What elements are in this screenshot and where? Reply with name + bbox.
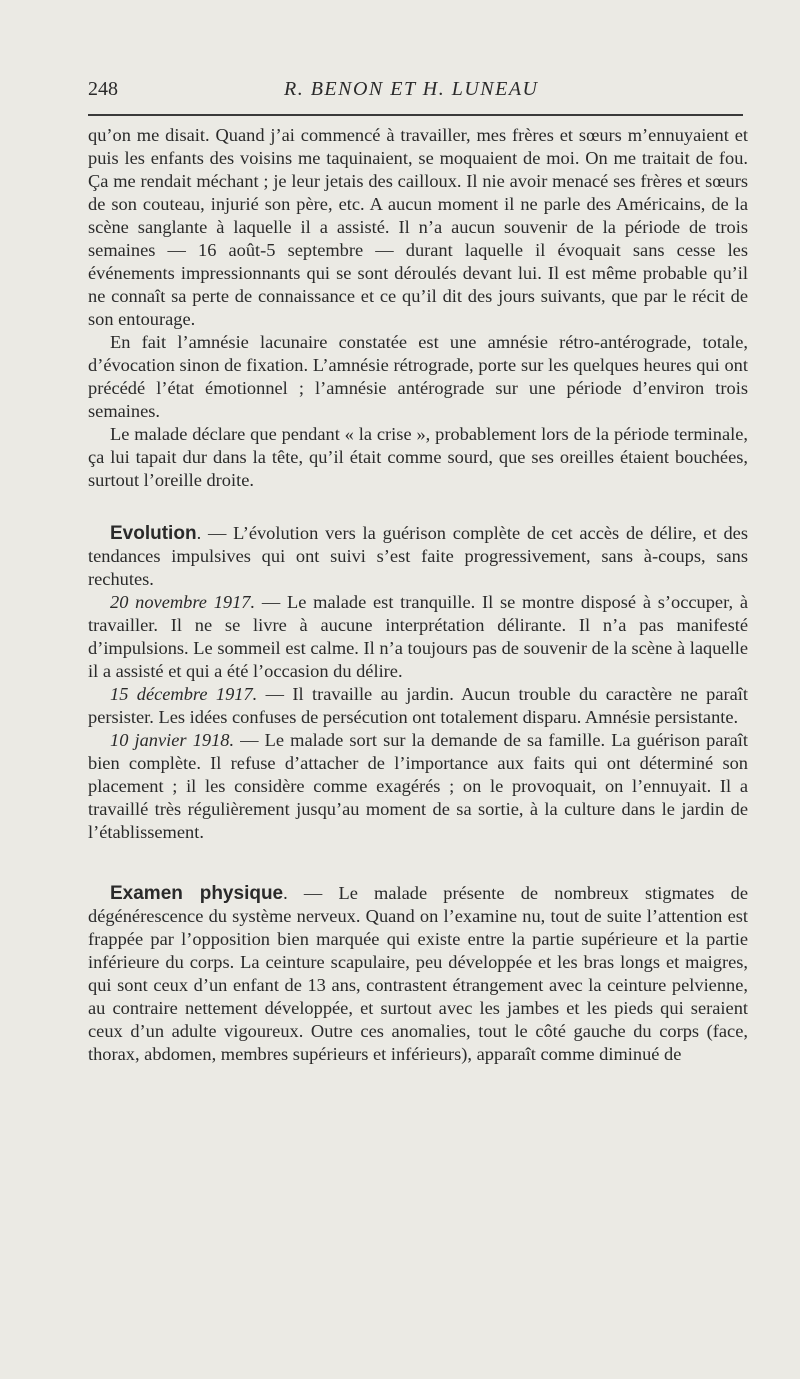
section-heading: Evolution	[110, 523, 197, 544]
section-gap	[88, 492, 748, 522]
dated-entry	[88, 591, 748, 683]
entry-text: — Le malade est tranquille. Il se montre disposé à s’occuper, à travailler. Il ne se livre à aucune interprétation délirante. Il n’a pas manifesté d’impulsions. Le sommeil est calme. Il n’a toujours pas de souvenir de la scène à laquelle il a assisté et qui a été l’occasion du délire.	[88, 592, 748, 681]
paragraph: qu’on me disait. Quand j’ai commencé à travailler, mes frères et sœurs m’ennuyaient et puis les enfants des voisins me taquinaient, se moquaient de moi. On me traitait de fou. Ça me rendait méchant ; je leur jetais des cailloux. Il nie avoir menacé ses frères et sœurs de son couteau, injurié son père, etc. A aucun moment il ne parle des Américains, de la scène sanglante à laquelle il a assisté. Il n’a aucun souvenir de la période de trois semaines — 16 août-5 septembre — durant laquelle il évoquait sans cesse les événements impressionnants qui se sont déroulés devant lui. Il est même probable qu’il ne connaît sa perte de connaissance et ce qu’il dit des jours suivants, que par le récit de son entourage.	[88, 125, 748, 329]
entry-date: 10 janvier 1918.	[110, 730, 235, 750]
dated-entry	[88, 729, 748, 844]
entry-date: 20 novembre 1917.	[110, 592, 256, 612]
dated-entry	[88, 683, 748, 729]
header-rule	[88, 114, 743, 116]
section-gap	[88, 844, 748, 882]
paragraph: En fait l’amnésie lacunaire constatée est une amnésie rétro-antérograde, totale, d’évocation sinon de fixation. L’amnésie rétrograde, porte sur les quelques heures qui ont précédé l’état émotionnel ; l’amnésie antérograde sur une période d’environ trois semaines.	[88, 332, 748, 421]
entry-date: 15 décembre 1917.	[110, 684, 258, 704]
section-text: . — L’évolution vers la guérison complète de cet accès de délire, et des tendances impulsives qui ont suivi s’est faite progressivement, sans à-coups, sans rechutes.	[88, 523, 748, 589]
exam-section	[88, 882, 748, 1066]
entry-text: — Il travaille au jardin. Aucun trouble du caractère ne paraît persister. Les idées confuses de persécution ont totalement disparu. Amnésie persistante.	[88, 684, 748, 727]
evolution-section	[88, 522, 748, 591]
page-body	[88, 124, 748, 1066]
section-text: . — Le malade présente de nombreux stigmates de dégénérescence du système nerveux. Quand on l’examine nu, tout de suite l’attention est frappée par l’opposition bien marquée qui existe entre la partie supérieure et la partie inférieure du corps. La ceinture scapulaire, peu développée et les bras longs et maigres, qui sont ceux d’un enfant de 13 ans, contrastent étrangement avec la ceinture pelvienne, au contraire nettement développée, et surtout avec les jambes et les pieds qui seraient ceux d’un adulte vigoureux. Outre ces anomalies, tout le côté gauche du corps (face, thorax, abdomen, membres supérieurs et inférieurs), apparaît comme diminué de	[88, 883, 748, 1064]
page-header	[88, 78, 743, 112]
page-number: 248	[88, 78, 118, 100]
running-title: R. BENON ET H. LUNEAU	[284, 78, 539, 100]
entry-text: — Le malade sort sur la demande de sa famille. La guérison paraît bien complète. Il refuse d’attacher de l’importance aux faits qui ont déterminé son placement ; il les considère comme exagérés ; on le provoquait, on l’ennuyait. Il a travaillé très régulièrement jusqu’au moment de sa sortie, à la culture dans le jardin de l’établissement.	[88, 730, 748, 842]
section-heading: Examen physique	[110, 883, 284, 904]
paragraph: Le malade déclare que pendant « la crise », probablement lors de la période terminale, ça lui tapait dur dans la tête, qu’il était comme sourd, que ses oreilles étaient bouchées, surtout l’oreille droite.	[88, 424, 748, 490]
